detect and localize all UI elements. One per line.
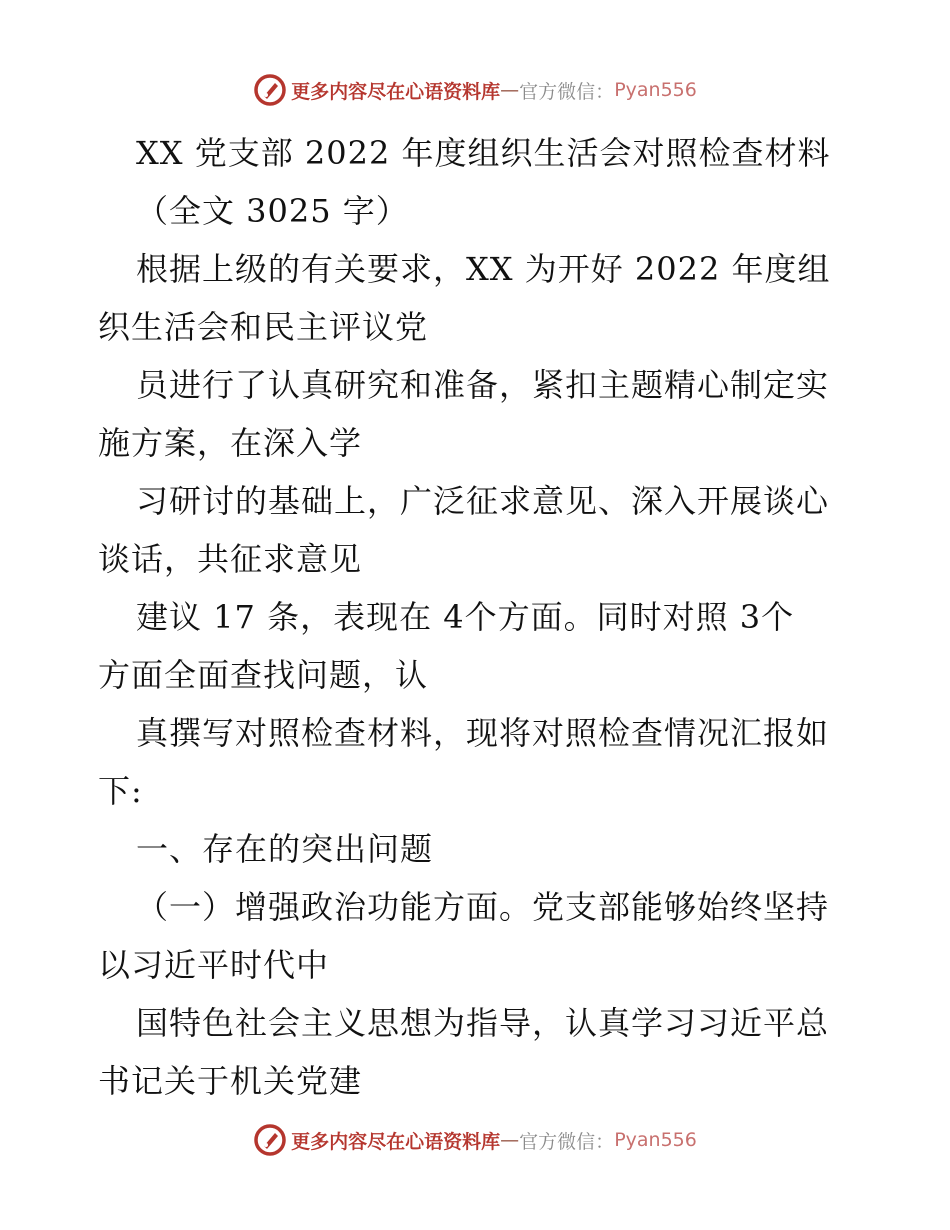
paragraph-line: 国特色社会主义思想为指导，认真学习习近平总 xyxy=(136,1004,830,1042)
section-heading: 一、存在的突出问题 xyxy=(136,830,434,868)
watermark-main-text: 更多内容尽在心语资料库 xyxy=(291,1130,501,1153)
paragraph-line: 下: xyxy=(98,772,143,810)
paragraph-line: 织生活会和民主评议党 xyxy=(98,308,429,346)
pen-nib-circle-icon xyxy=(253,1123,287,1157)
watermark-wechat-id: Pyan556 xyxy=(614,1129,697,1151)
watermark-official-text: 官方微信： xyxy=(519,80,615,103)
watermark-dash: — xyxy=(500,79,520,101)
watermark-dash: — xyxy=(500,1129,520,1151)
watermark-official-text: 官方微信： xyxy=(519,1130,615,1153)
paragraph-line: 习研讨的基础上，广泛征求意见、深入开展谈心 xyxy=(136,482,830,520)
paragraph-line: 方面全面查找问题，认 xyxy=(98,656,429,694)
document-title: XX 党支部 2022 年度组织生活会对照检查材料 xyxy=(136,134,831,172)
header-watermark xyxy=(0,70,950,110)
document-body xyxy=(98,124,858,1110)
paragraph-line: 谈话，共征求意见 xyxy=(98,540,363,578)
paragraph-line: 施方案，在深入学 xyxy=(98,424,363,462)
watermark-main-text: 更多内容尽在心语资料库 xyxy=(291,80,501,103)
paragraph-line: 建议 17 条，表现在 4个方面。同时对照 3个 xyxy=(136,598,795,636)
paragraph-line: 书记关于机关党建 xyxy=(98,1062,363,1100)
paragraph-line: 以习近平时代中 xyxy=(98,946,330,984)
document-subtitle: （全文 3025 字） xyxy=(136,192,409,230)
pen-nib-circle-icon xyxy=(253,73,287,107)
watermark-wechat-id: Pyan556 xyxy=(614,79,697,101)
paragraph-line: （一）增强政治功能方面。党支部能够始终坚持 xyxy=(136,888,830,926)
footer-watermark xyxy=(0,1120,950,1160)
paragraph-line: 真撰写对照检查材料，现将对照检查情况汇报如 xyxy=(136,714,830,752)
paragraph-line: 根据上级的有关要求，XX 为开好 2022 年度组 xyxy=(136,250,831,288)
paragraph-line: 员进行了认真研究和准备，紧扣主题精心制定实 xyxy=(136,366,830,404)
